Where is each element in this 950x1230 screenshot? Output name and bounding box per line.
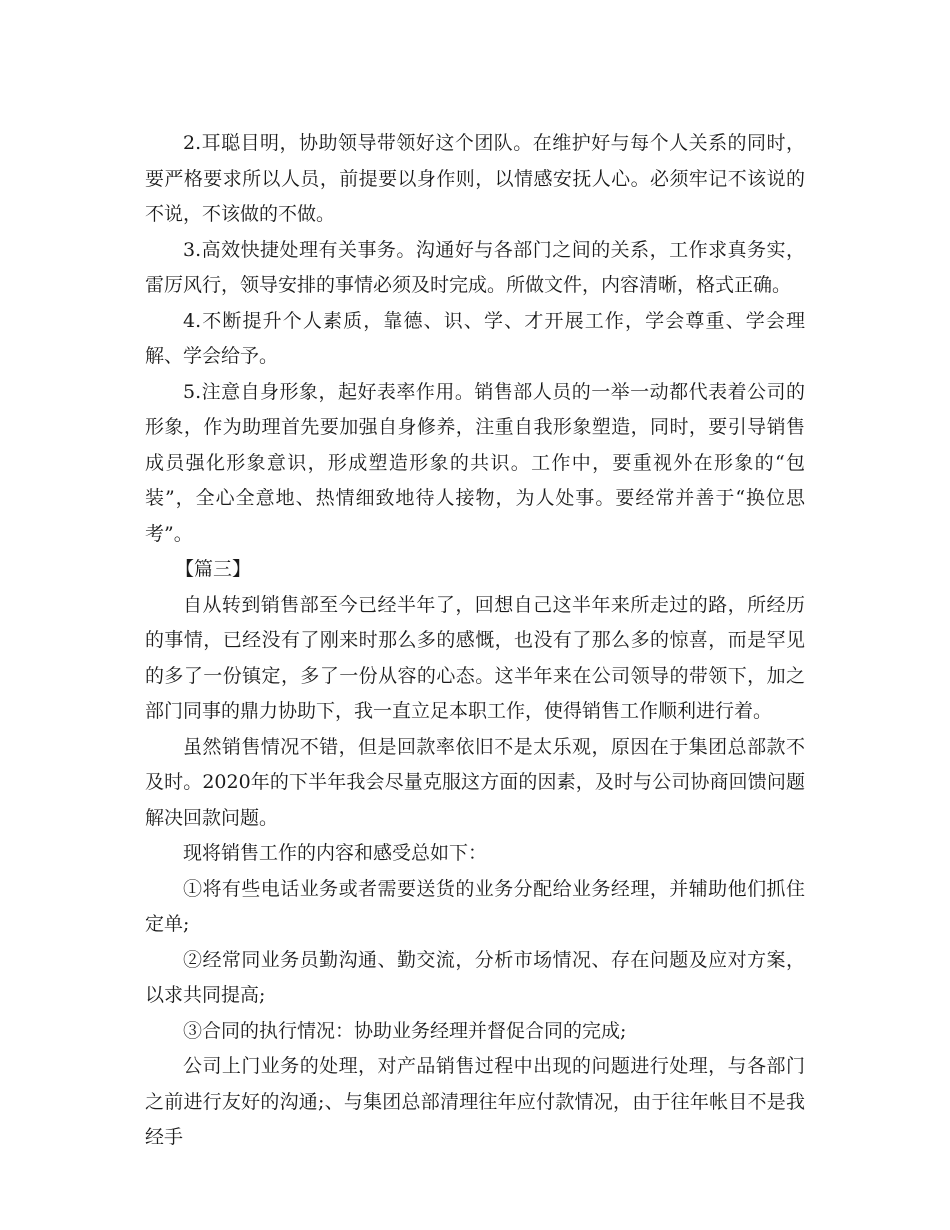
section-paragraph-intro: 自从转到销售部至今已经半年了，回想自己这半年来所走过的路，所经历的事情，已经没有了刚来时那么多的感慨，也没有了那么多的惊喜，而是罕见的多了一份镇定，多了一份从容的心态。这半年来在公司领导的带领下，加之部门同事的鼎力协助下，我一直立足本职工作，使得销售工作顺利进行着。	[145, 593, 805, 722]
section-paragraph-onsite: 公司上门业务的处理，对产品销售过程中出现的问题进行处理，与各部门之前进行友好的沟通;、与集团总部清理往年应付款情况，由于往年帐目不是我经手	[145, 1055, 805, 1148]
document-body	[145, 126, 805, 1156]
section-heading: 【篇三】	[175, 558, 252, 580]
section-paragraph-payment: 虽然销售情况不错，但是回款率依旧不是太乐观，原因在于集团总部款不及时。2020年的下半年我会尽量克服这方面的因素，及时与公司协商回馈问题解决回款问题。	[145, 735, 805, 829]
paragraph-item-4: 4.不断提升个人素质，靠德、识、学、才开展工作，学会尊重、学会理解、学会给予。	[145, 309, 805, 367]
paragraph-item-2: 2.耳聪目明，协助领导带领好这个团队。在维护好与每个人关系的同时，要严格要求所以人员，前提要以身作则，以情感安抚人心。必须牢记不该说的不说，不该做的不做。	[145, 132, 805, 225]
section-list-item-2: ②经常同业务员勤沟通、勤交流，分析市场情况、存在问题及应对方案，以求共同提高;	[145, 948, 805, 1006]
section-list-item-3: ③合同的执行情况：协助业务经理并督促合同的完成;	[183, 1019, 627, 1042]
paragraph-item-5: 5.注意自身形象，起好表率作用。销售部人员的一举一动都代表着公司的形象，作为助理首先要加强自身修养，注重自我形象塑造，同时，要引导销售成员强化形象意识，形成塑造形象的共识。工作中，要重视外在形象的“包装”，全心全意地、热情细致地待人接物，为人处事。要经常并善于“换位思考”。	[145, 380, 805, 545]
section-list-item-1: ①将有些电话业务或者需要送货的业务分配给业务经理，并辅助他们抓住定单;	[145, 877, 805, 935]
paragraph-item-3: 3.高效快捷处理有关事务。沟通好与各部门之间的关系，工作求真务实，雷厉风行，领导安排的事情必须及时完成。所做文件，内容清晰，格式正确。	[145, 238, 805, 296]
section-paragraph-summary-lead: 现将销售工作的内容和感受总如下：	[183, 842, 488, 864]
